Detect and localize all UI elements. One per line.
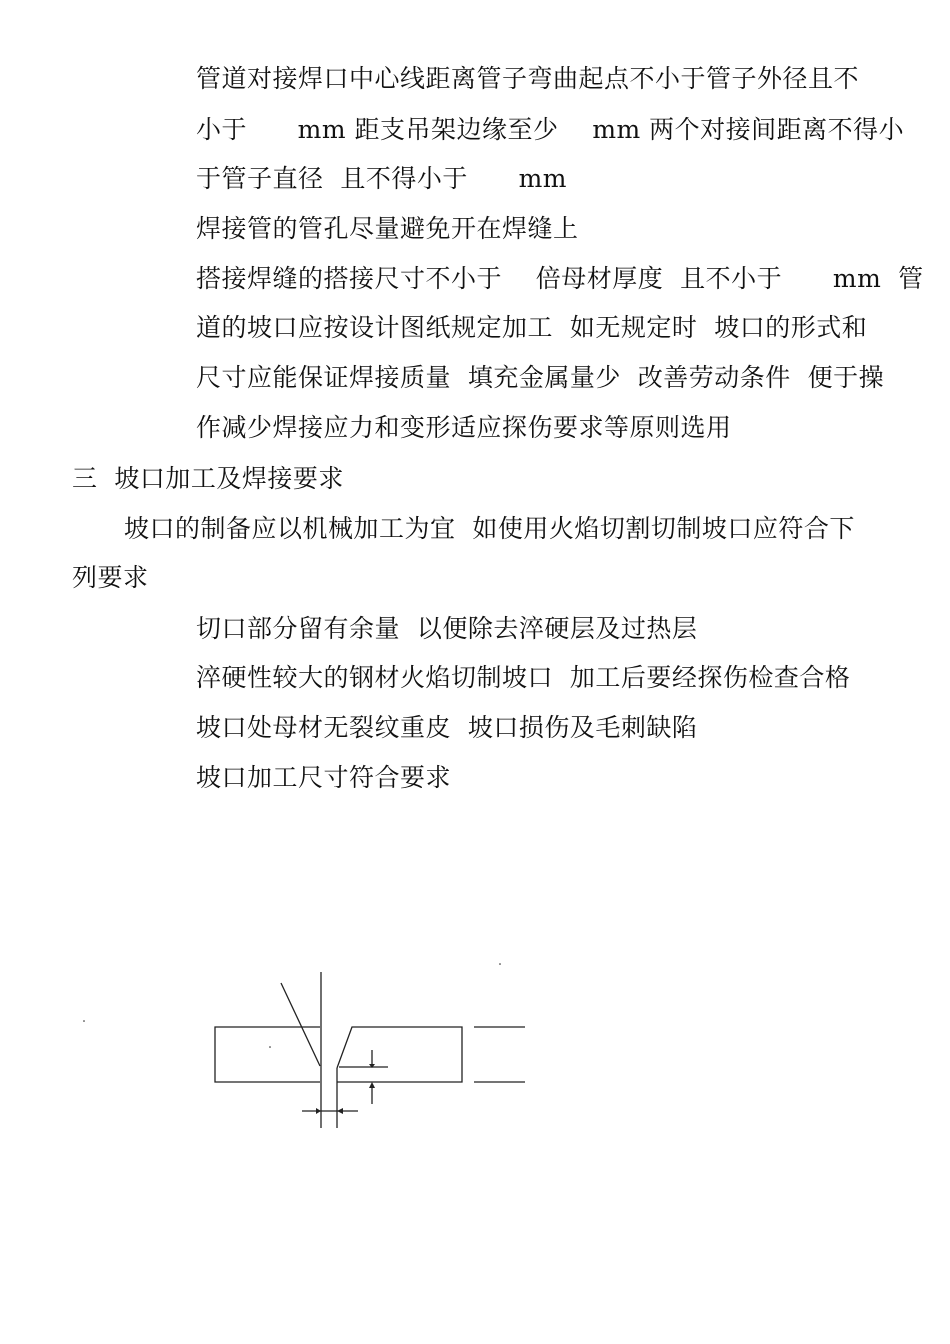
stray-dot-2 <box>269 1046 271 1048</box>
requirement-item-3: 坡口处母材无裂纹重皮 坡口损伤及毛刺缺陷 <box>196 713 698 742</box>
paragraph-1-line-3: 于管子直径 且不得小于 mm <box>196 164 567 193</box>
requirement-item-4: 坡口加工尺寸符合要求 <box>196 763 452 792</box>
paragraph-1-line-1: 管道对接焊口中心线距离管子弯曲起点不小于管子外径且不 <box>196 64 860 93</box>
paragraph-2-line-1: 焊接管的管孔尽量避免开在焊缝上 <box>196 214 579 243</box>
right-plate-outline <box>337 1027 462 1082</box>
stray-dot-3 <box>499 963 501 965</box>
paragraph-3-line-4: 作减少焊接应力和变形适应探伤要求等原则选用 <box>196 413 732 442</box>
stray-dot-1 <box>83 1020 85 1022</box>
paragraph-3-line-2: 道的坡口应按设计图纸规定加工 如无规定时 坡口的形式和 <box>196 313 868 342</box>
section-heading: 三 坡口加工及焊接要求 <box>72 464 344 493</box>
groove-diagram <box>0 940 950 1140</box>
requirement-item-2: 淬硬性较大的钢材火焰切制坡口 加工后要经探伤检查合格 <box>196 663 851 692</box>
paragraph-1-line-2: 小于 mm 距支吊架边缘至少 mm 两个对接间距离不得小 <box>196 115 905 144</box>
intro-line-2: 列要求 <box>72 563 149 592</box>
gap-arrow-left <box>316 1108 321 1114</box>
left-plate-outline <box>215 1027 320 1082</box>
requirement-item-1: 切口部分留有余量 以便除去淬硬层及过热层 <box>196 614 698 643</box>
paragraph-3-line-1: 搭接焊缝的搭接尺寸不小于 倍母材厚度 且不小于 mm 管 <box>196 264 924 293</box>
dim-arrow-bottom <box>369 1082 375 1088</box>
left-bevel-line <box>281 983 320 1066</box>
paragraph-3-line-3: 尺寸应能保证焊接质量 填充金属量少 改善劳动条件 便于操 <box>196 363 885 392</box>
gap-arrow-right <box>337 1108 343 1114</box>
intro-line-1: 坡口的制备应以机械加工为宜 如使用火焰切割切制坡口应符合下 <box>124 514 855 543</box>
